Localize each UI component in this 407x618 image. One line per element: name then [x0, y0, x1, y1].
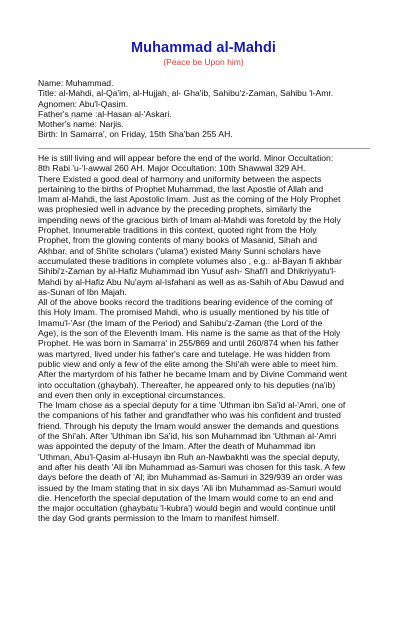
body-line: issued by the Imam stating that in six days 'Ali ibn Muhammad as-Samuri would	[38, 482, 342, 493]
body-line: All of the above books record the traditions bearing evidence of the coming of	[38, 297, 333, 308]
body-line: impending news of the gracious birth of Imam al-Mahdi was foretold by the Holy	[38, 214, 341, 225]
body-line: Mahdi by al-Hafiz Abu Nu'aym al-Isfahani as well as as-Sahih of Abu Dawud and	[38, 276, 344, 287]
body-line: die. Henceforth the special deputation of the Imam would come to an end and	[38, 492, 334, 503]
body-line: Imamu'l-'Asr (the Imam of the Period) and Sahibu'z-Zaman (the Lord of the	[38, 317, 323, 328]
body-line: and after his death 'Ali ibn Muhammad as-Samuri was chosen for this task. A few	[38, 461, 346, 472]
info-line: Agnomen: Abu'l-Qasim.	[38, 98, 129, 109]
info-line: Birth: In Samarra', on Friday, 15th Sha'ban 255 AH.	[38, 129, 233, 140]
body-line: and even then only in exceptional circumstances.	[38, 389, 226, 400]
body-line: 'Uthman, Abu'l-Qasim al-Husayn ibn Ruh an-Nawbakhti was the special deputy,	[38, 451, 340, 462]
body-line: was prophesied well in advance by the preceding prophets, similarly the	[38, 204, 312, 215]
body-line: Prophet, from the glowing contents of many books of Masanid, Sihah and	[38, 235, 317, 246]
body-line: Akhbar, and of Shi'ite scholars ('ulama') existed Many Sunni scholars have	[38, 245, 321, 256]
body-line: Imam al-Mahdi, the last Apostolic Imam. Just as the coming of the Holy Prophet	[38, 194, 341, 205]
body-line: this Holy Imam. The promised Mahdi, who is usually mentioned by his title of	[38, 307, 329, 318]
body-text	[38, 153, 378, 524]
body-line: the major occultation (ghaybatu 'l-kubra') would begin and would continue until	[38, 503, 336, 514]
body-line: Sihibi'z-Zaman by al-Hafiz Muhammad ibn Yusuf ash- Shafi'I and Dhikriyyatu'l-	[38, 266, 337, 277]
info-block	[38, 78, 378, 140]
page-subtitle: (Peace be Upon him)	[163, 57, 244, 67]
body-line: He is still living and will appear before the end of the world. Minor Occultation:	[38, 153, 334, 163]
body-line: days before the death of 'Al; ibn Muhammad as-Samuri in 329/939 an order was	[38, 472, 343, 483]
body-line: public view and only a few of the elite among the Shi'ah were able to meet him.	[38, 358, 339, 369]
body-line: Prophet. Innumerable traditions in this context, quoted right from the Holy	[38, 225, 317, 236]
body-line: was appointed the deputy of the Imam. After the death of Muhammad ibn	[38, 441, 316, 452]
body-line: the companions of his father and grandfather who was his confident and trusted	[38, 410, 341, 421]
info-line: Name: Muhammad.	[38, 78, 114, 88]
info-line: Father's name :al-Hasan al-'Askari.	[38, 108, 172, 119]
body-line: pertaining to the births of Prophet Muhammad, the last Apostle of Allah and	[38, 183, 324, 194]
body-line: Prophet. He was born in Samarra' in 255/869 and until 260/874 when his father	[38, 338, 339, 349]
divider	[38, 148, 370, 149]
body-line: 8th Rabi 'u-'l-awwal 260 AH. Major Occultation: 10th Shawwal 329 AH.	[38, 163, 306, 174]
body-line: was martyred, lived under his father's care and tutelage. He was hidden from	[38, 348, 331, 359]
body-line: After the martyrdom of his father he became Imam and by Divine Command went	[38, 369, 348, 380]
body-line: The Imam chose as a special deputy for a time 'Uthman ibn Sa'id al-'Amri, one of	[38, 400, 346, 411]
body-line: into occultation (ghaybah). Thereafter, he appeared only to his deputies (na'ib)	[38, 379, 336, 390]
body-line: accumulated these traditions in complete volumes also , e.g.: al-Bayan fi akhbar	[38, 255, 342, 266]
body-line: Age), is the son of the Eleventh Imam. His name is the same as that of the Holy	[38, 328, 341, 339]
body-line: of the Shi'ah. After 'Uthman ibn Sa'id, his son Muhammad ibn 'Uthman al-'Amri	[38, 431, 337, 442]
info-line: Title: al-Mahdi, al-Qa'im, al-Hujjah, al- Gha'ib, Sahibu'z-Zaman, Sahibu 'l-Amr.	[38, 88, 334, 99]
body-line: the day God grants permission to the Imam to manifest himself.	[38, 513, 280, 524]
info-line: Mother's name: Narjis.	[38, 119, 124, 130]
body-line: friend. Through his deputy the Imam would answer the demands and questions	[38, 420, 339, 431]
body-line: as-Sunan of Ibn Majah.	[38, 286, 127, 297]
body-line: There Existed a good deal of harmony and uniformity between the aspects	[38, 173, 322, 184]
page-title: Muhammad al-Mahdi	[130, 40, 277, 56]
